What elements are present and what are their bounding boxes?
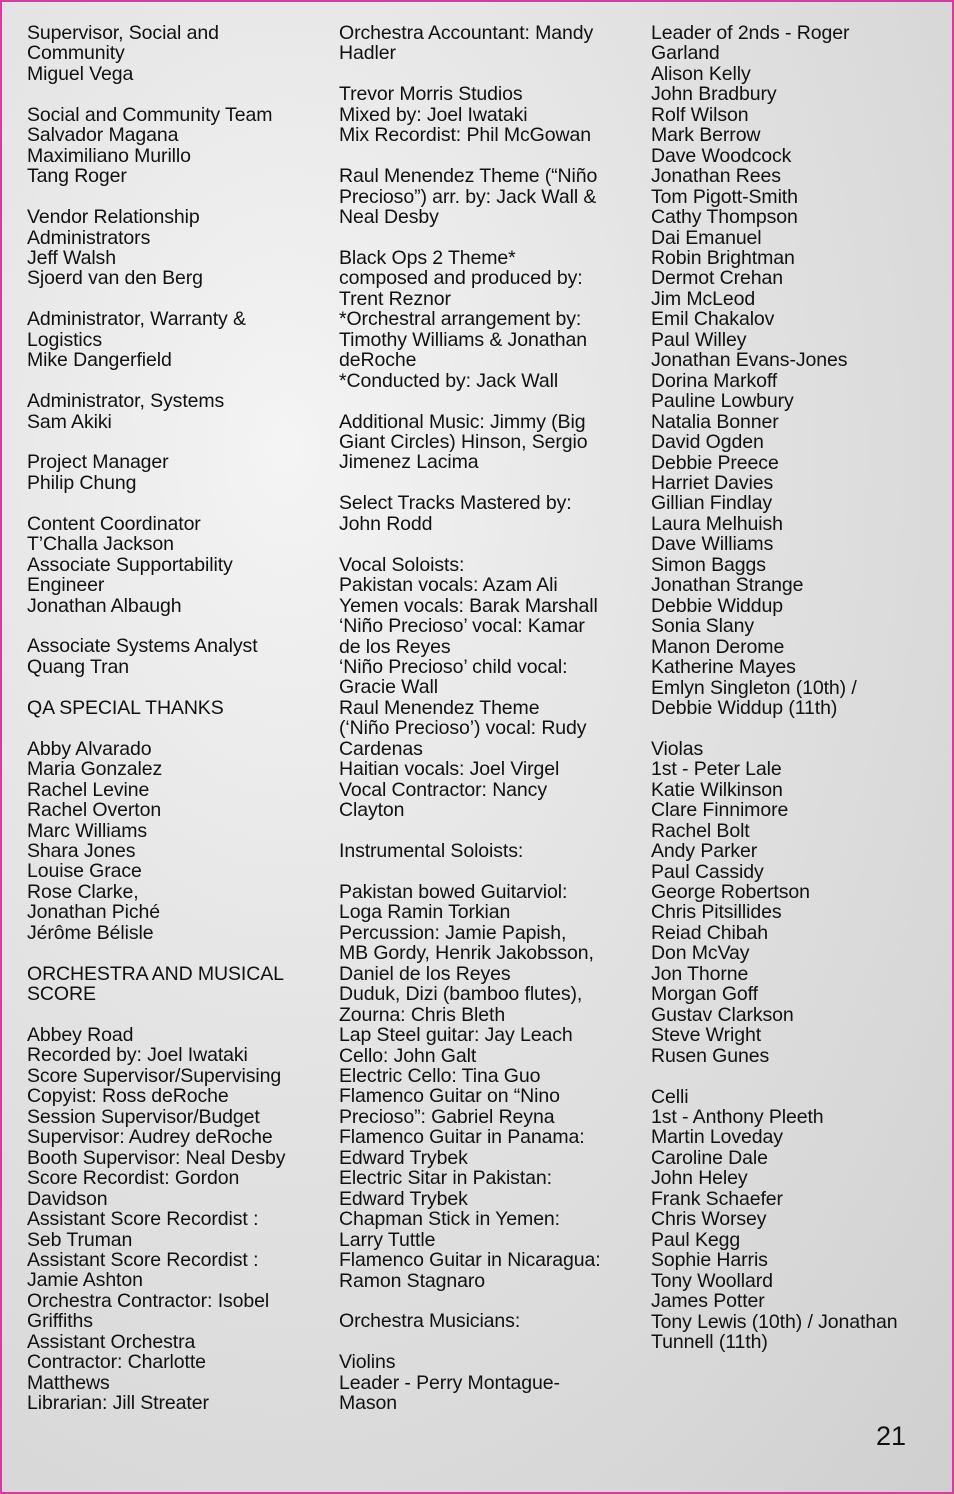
credit-line: Jonathan Strange bbox=[651, 574, 804, 597]
credit-line: Rachel Bolt bbox=[651, 819, 750, 842]
credits-column-1 bbox=[27, 23, 327, 1414]
credit-line: Vendor Relationship bbox=[27, 206, 200, 229]
credit-line: Shara Jones bbox=[27, 839, 136, 862]
credit-line: Additional Music: Jimmy (Big bbox=[339, 410, 586, 433]
credit-line: Booth Supervisor: Neal Desby bbox=[27, 1146, 286, 1169]
credits-column-2 bbox=[339, 23, 639, 1414]
credit-line: Steve Wright bbox=[651, 1024, 762, 1047]
credit-line: Maximiliano Murillo bbox=[27, 144, 191, 167]
credit-line: Jonathan Rees bbox=[651, 165, 781, 188]
credit-line: Assistant Orchestra bbox=[27, 1330, 196, 1353]
credit-line: Associate Supportability bbox=[27, 553, 233, 576]
credit-line: Assistant Score Recordist : bbox=[27, 1249, 259, 1272]
credit-line: Cathy Thompson bbox=[651, 206, 798, 229]
credit-line: Haitian vocals: Joel Virgel bbox=[339, 758, 560, 781]
credit-line: ‘Niño Precioso’ child vocal: bbox=[339, 655, 568, 678]
credit-line: 1st - Anthony Pleeth bbox=[651, 1105, 824, 1128]
credit-line: Select Tracks Mastered by: bbox=[339, 492, 572, 515]
credit-line: Percussion: Jamie Papish, bbox=[339, 921, 567, 944]
credit-line: Pauline Lowbury bbox=[651, 390, 794, 413]
blank-line bbox=[339, 391, 639, 411]
credit-line: Manon Derome bbox=[651, 635, 785, 658]
credit-line: Louise Grace bbox=[27, 860, 142, 883]
credit-line: Celli bbox=[651, 1085, 689, 1108]
credit-line: *Orchestral arrangement by: bbox=[339, 308, 582, 331]
credit-line: Caroline Dale bbox=[651, 1146, 768, 1169]
credit-line: Marc Williams bbox=[27, 819, 148, 842]
credit-line: Neal Desby bbox=[339, 206, 439, 229]
credit-line: Logistics bbox=[27, 328, 102, 351]
credit-line: Jamie Ashton bbox=[27, 1269, 143, 1292]
credit-line: Maria Gonzalez bbox=[27, 758, 163, 781]
credit-line: Violas bbox=[651, 737, 704, 760]
credit-line: Violins bbox=[339, 1351, 396, 1374]
credit-line: Daniel de los Reyes bbox=[339, 962, 511, 985]
credit-line: Pakistan bowed Guitarviol: bbox=[339, 880, 568, 903]
credit-line: Flamenco Guitar in Panama: bbox=[339, 1126, 585, 1149]
credit-line: Abby Alvarado bbox=[27, 737, 152, 760]
credit-line: Dave Woodcock bbox=[651, 144, 792, 167]
credit-line: Chris Worsey bbox=[651, 1208, 767, 1231]
credit-line: Abbey Road bbox=[27, 1024, 134, 1047]
credit-line: Tom Pigott-Smith bbox=[651, 185, 798, 208]
blank-line bbox=[27, 718, 327, 738]
credit-line: Vocal Contractor: Nancy bbox=[339, 778, 547, 801]
credit-line: Orchestra Accountant: Mandy bbox=[339, 22, 594, 44]
credit-line: Assistant Score Recordist : bbox=[27, 1208, 259, 1231]
credit-line: Leader of 2nds - Roger bbox=[651, 22, 850, 44]
credit-line: Jonathan Evans-Jones bbox=[651, 349, 848, 372]
blank-line bbox=[339, 1291, 639, 1311]
credit-line: Trent Reznor bbox=[339, 287, 451, 310]
credit-line: Zourna: Chris Bleth bbox=[339, 1003, 506, 1026]
blank-line bbox=[339, 1332, 639, 1352]
credit-line: Dave Williams bbox=[651, 533, 774, 556]
blank-line bbox=[339, 64, 639, 84]
credit-line: Jonathan Albaugh bbox=[27, 594, 182, 617]
credit-line: Instrumental Soloists: bbox=[339, 840, 524, 863]
credit-line: Flamenco Guitar in Nicaragua: bbox=[339, 1249, 601, 1272]
credit-line: Lap Steel guitar: Jay Leach bbox=[339, 1024, 573, 1047]
credit-line: Rusen Gunes bbox=[651, 1044, 770, 1067]
page-number: 21 bbox=[875, 1421, 906, 1451]
credit-line: John Heley bbox=[651, 1167, 748, 1190]
credit-line: George Robertson bbox=[651, 881, 810, 904]
credit-line: Orchestra Musicians: bbox=[339, 1310, 521, 1333]
credit-line: Morgan Goff bbox=[651, 983, 758, 1006]
credit-line: David Ogden bbox=[651, 431, 764, 454]
credit-line: Dorina Markoff bbox=[651, 369, 778, 392]
credit-line: Contractor: Charlotte bbox=[27, 1351, 206, 1374]
credit-line: Paul Cassidy bbox=[651, 860, 764, 883]
credit-line: Copyist: Ross deRoche bbox=[27, 1085, 229, 1108]
blank-line bbox=[651, 1066, 951, 1086]
credit-line: Simon Baggs bbox=[651, 553, 766, 576]
credit-line: Sam Akiki bbox=[27, 410, 112, 433]
blank-line bbox=[27, 187, 327, 207]
credit-line: (‘Niño Precioso’) vocal: Rudy bbox=[339, 717, 587, 740]
blank-line bbox=[651, 718, 951, 738]
credit-line: Gracie Wall bbox=[339, 676, 438, 699]
credit-line: Alison Kelly bbox=[651, 62, 751, 85]
credit-line: Mix Recordist: Phil McGowan bbox=[339, 124, 591, 147]
credit-line: Timothy Williams & Jonathan bbox=[339, 328, 587, 351]
credit-line: Emlyn Singleton (10th) / bbox=[651, 676, 857, 699]
credit-line: Social and Community Team bbox=[27, 103, 273, 126]
credit-line: Rachel Overton bbox=[27, 799, 162, 822]
blank-line bbox=[339, 146, 639, 166]
credit-line: Duduk, Dizi (bamboo flutes), bbox=[339, 983, 583, 1006]
credit-line: Debbie Widdup (11th) bbox=[651, 696, 838, 719]
credit-line: Score Supervisor/Supervising bbox=[27, 1064, 282, 1087]
credit-line: Robin Brightman bbox=[651, 246, 795, 269]
credit-line: Administrators bbox=[27, 226, 151, 249]
credit-line: Mike Dangerfield bbox=[27, 349, 172, 372]
blank-line bbox=[27, 943, 327, 963]
credit-line: Engineer bbox=[27, 574, 105, 597]
credit-line: Clare Finnimore bbox=[651, 799, 789, 822]
credit-line: Score Recordist: Gordon bbox=[27, 1167, 240, 1190]
credit-line: Ramon Stagnaro bbox=[339, 1269, 486, 1292]
credit-line: Harriet Davies bbox=[651, 471, 774, 494]
credit-line: Cardenas bbox=[339, 737, 423, 760]
credit-line: T’Challa Jackson bbox=[27, 533, 174, 556]
credit-line: Clayton bbox=[339, 799, 405, 822]
credit-line: Electric Sitar in Pakistan: bbox=[339, 1167, 552, 1190]
credit-line: Vocal Soloists: bbox=[339, 553, 465, 576]
credit-line: Supervisor: Audrey deRoche bbox=[27, 1126, 273, 1149]
credit-line: Sonia Slany bbox=[651, 615, 754, 638]
credit-line: Rolf Wilson bbox=[651, 103, 749, 126]
credit-line: Jeff Walsh bbox=[27, 246, 116, 269]
credit-line: John Bradbury bbox=[651, 83, 777, 106]
credit-line: Tony Lewis (10th) / Jonathan bbox=[651, 1310, 898, 1333]
credit-line: Andy Parker bbox=[651, 840, 758, 863]
blank-line bbox=[27, 371, 327, 391]
credit-line: Edward Trybek bbox=[339, 1187, 468, 1210]
credit-line: Black Ops 2 Theme* bbox=[339, 246, 516, 269]
credit-line: Rachel Levine bbox=[27, 778, 150, 801]
credit-line: ‘Niño Precioso’ vocal: Kamar bbox=[339, 615, 585, 638]
credit-line: Orchestra Contractor: Isobel bbox=[27, 1289, 270, 1312]
credit-line: Supervisor, Social and bbox=[27, 22, 219, 44]
credit-line: John Rodd bbox=[339, 512, 433, 535]
credit-line: Griffiths bbox=[27, 1310, 93, 1333]
blank-line bbox=[27, 432, 327, 452]
credit-line: Trevor Morris Studios bbox=[339, 83, 523, 106]
credit-line: Miguel Vega bbox=[27, 62, 134, 85]
credit-line: Salvador Magana bbox=[27, 124, 179, 147]
blank-line bbox=[339, 473, 639, 493]
credit-line: Reiad Chibah bbox=[651, 921, 768, 944]
credit-line: Yemen vocals: Barak Marshall bbox=[339, 594, 598, 617]
credit-line: Matthews bbox=[27, 1371, 110, 1394]
credit-line: Cello: John Galt bbox=[339, 1044, 477, 1067]
credit-line: Debbie Preece bbox=[651, 451, 779, 474]
credit-line: Community bbox=[27, 42, 125, 65]
blank-line bbox=[27, 493, 327, 513]
credit-line: Recorded by: Joel Iwataki bbox=[27, 1044, 248, 1067]
blank-line bbox=[339, 534, 639, 554]
credit-line: Session Supervisor/Budget bbox=[27, 1105, 260, 1128]
credit-line: Precioso”) arr. by: Jack Wall & bbox=[339, 185, 597, 208]
credit-line: Jimenez Lacima bbox=[339, 451, 479, 474]
credit-line: Flamenco Guitar on “Nino bbox=[339, 1085, 560, 1108]
credit-line: Tang Roger bbox=[27, 165, 127, 188]
blank-line bbox=[27, 677, 327, 697]
credit-line: Davidson bbox=[27, 1187, 108, 1210]
blank-line bbox=[339, 861, 639, 881]
credit-line: 1st - Peter Lale bbox=[651, 758, 782, 781]
credit-line: Precioso”: Gabriel Reyna bbox=[339, 1105, 555, 1128]
credit-line: Dai Emanuel bbox=[651, 226, 762, 249]
credit-line: Philip Chung bbox=[27, 471, 137, 494]
credit-line: *Conducted by: Jack Wall bbox=[339, 369, 559, 392]
credit-line: Loga Ramin Torkian bbox=[339, 901, 511, 924]
credit-line: Edward Trybek bbox=[339, 1146, 468, 1169]
credit-line: Dermot Crehan bbox=[651, 267, 784, 290]
credit-line: Raul Menendez Theme bbox=[339, 696, 540, 719]
credit-line: Chris Pitsillides bbox=[651, 901, 782, 924]
credit-line: Raul Menendez Theme (“Niño bbox=[339, 165, 598, 188]
credit-line: ORCHESTRA AND MUSICAL bbox=[27, 962, 284, 985]
credit-line: Administrator, Systems bbox=[27, 390, 225, 413]
credit-line: Project Manager bbox=[27, 451, 169, 474]
credit-line: Paul Willey bbox=[651, 328, 747, 351]
credit-line: Emil Chakalov bbox=[651, 308, 775, 331]
credit-line: Katie Wilkinson bbox=[651, 778, 783, 801]
blank-line bbox=[27, 616, 327, 636]
credit-line: Jonathan Piché bbox=[27, 901, 161, 924]
credit-line: Laura Melhuish bbox=[651, 512, 783, 535]
credit-line: Electric Cello: Tina Guo bbox=[339, 1064, 541, 1087]
credit-line: SCORE bbox=[27, 983, 96, 1006]
blank-line bbox=[27, 289, 327, 309]
blank-line bbox=[339, 228, 639, 248]
credit-line: Mason bbox=[339, 1392, 398, 1415]
credit-line: Natalia Bonner bbox=[651, 410, 779, 433]
credits-column-3 bbox=[651, 23, 951, 1352]
credit-line: Don McVay bbox=[651, 942, 750, 965]
credit-line: Leader - Perry Montague- bbox=[339, 1371, 560, 1394]
credit-line: James Potter bbox=[651, 1290, 765, 1313]
credit-line: Sjoerd van den Berg bbox=[27, 267, 203, 290]
blank-line bbox=[27, 84, 327, 104]
credit-line: Larry Tuttle bbox=[339, 1228, 436, 1251]
credit-line: Katherine Mayes bbox=[651, 656, 796, 679]
credit-line: Martin Loveday bbox=[651, 1126, 783, 1149]
credit-line: MB Gordy, Henrik Jakobsson, bbox=[339, 942, 594, 965]
credit-line: Jérôme Bélisle bbox=[27, 921, 154, 944]
credit-line: Jim McLeod bbox=[651, 287, 756, 310]
credit-line: Gillian Findlay bbox=[651, 492, 772, 515]
credit-line: Gustav Clarkson bbox=[651, 1003, 794, 1026]
credit-line: Pakistan vocals: Azam Ali bbox=[339, 574, 558, 597]
credit-line: Tunnell (11th) bbox=[651, 1330, 768, 1353]
credit-line: Mark Berrow bbox=[651, 124, 761, 147]
credit-line: deRoche bbox=[339, 349, 417, 372]
credit-line: Frank Schaefer bbox=[651, 1187, 783, 1210]
credit-line: Quang Tran bbox=[27, 655, 129, 678]
credit-line: Seb Truman bbox=[27, 1228, 133, 1251]
credit-line: Jon Thorne bbox=[651, 962, 749, 985]
credit-line: Paul Kegg bbox=[651, 1228, 741, 1251]
credit-line: Chapman Stick in Yemen: bbox=[339, 1208, 560, 1231]
credit-line: QA SPECIAL THANKS bbox=[27, 696, 224, 719]
credit-line: Associate Systems Analyst bbox=[27, 635, 258, 658]
credit-line: Sophie Harris bbox=[651, 1249, 768, 1272]
credit-line: Librarian: Jill Streater bbox=[27, 1392, 209, 1415]
credit-line: composed and produced by: bbox=[339, 267, 583, 290]
credit-line: Administrator, Warranty & bbox=[27, 308, 246, 331]
credit-line: Garland bbox=[651, 42, 720, 65]
credit-line: Tony Woollard bbox=[651, 1269, 773, 1292]
credit-line: Content Coordinator bbox=[27, 512, 201, 535]
credit-line: Debbie Widdup bbox=[651, 594, 784, 617]
credit-line: Rose Clarke, bbox=[27, 880, 139, 903]
credit-line: Hadler bbox=[339, 42, 396, 65]
credit-line: Mixed by: Joel Iwataki bbox=[339, 103, 528, 126]
credit-line: de los Reyes bbox=[339, 635, 451, 658]
blank-line bbox=[27, 1005, 327, 1025]
credit-line: Giant Circles) Hinson, Sergio bbox=[339, 431, 588, 453]
blank-line bbox=[339, 821, 639, 841]
